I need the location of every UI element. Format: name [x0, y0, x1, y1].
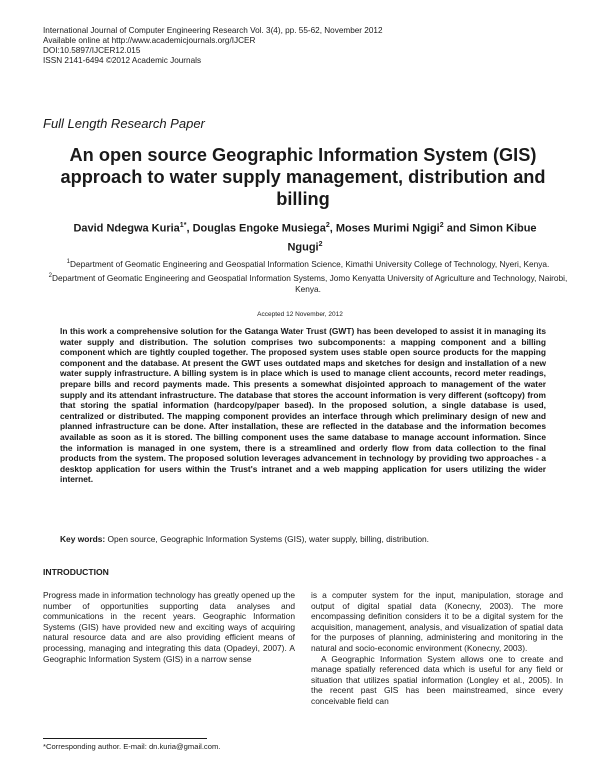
footnote: *Corresponding author. E-mail: dn.kuria@gmail.com.: [43, 742, 221, 751]
keywords: [60, 534, 546, 545]
affiliations: [43, 257, 573, 296]
paragraph: is a computer system for the input, manipulation, storage and output of digital spatial data (Konecny, 2003). The more encompassing definition considers it to be a digital system for the acquisition, management, analysis, and visualization of spatial data for the purposes of planning, administering and monitoring in the natural and socio-economic environment (Konecny, 2003).: [311, 590, 563, 653]
paper-type: Full Length Research Paper: [43, 116, 205, 131]
journal-header: [43, 26, 383, 66]
journal-citation-line: International Journal of Computer Engineering Research Vol. 3(4), pp. 55-62, November 2012: [43, 26, 383, 35]
paragraph: Progress made in information technology has greatly opened up the number of opportunities supporting data analyses and communications in the recent years. Geographic Information Systems (GIS) have provided new and exciting ways of acquiring natural resource data and are also providing efficient means of processing, managing and integrating this data (Opadeyi, 2007). A Geographic Information System (GIS) in a narrow sense: [43, 590, 295, 664]
issn-line: ISSN 2141-6494 ©2012 Academic Journals: [43, 56, 202, 65]
author-separator: ,: [186, 222, 193, 235]
author-separator: and: [443, 222, 470, 235]
body-column-left: [43, 590, 295, 664]
keywords-label: Key words:: [60, 534, 106, 544]
author-name: David Ndegwa Kuria: [73, 222, 180, 235]
abstract: In this work a comprehensive solution for the Gatanga Water Trust (GWT) has been developed to assist it in managing its water supply and distribution. The solution comprises two subcomponents: a mapping component and a billing component which are tightly coupled together. The proposed system uses stable open source products for the mapping component and the database. At present the GWT uses outdated maps and sketches for design and installation of a new water supply infrastructure. A billing system is in place which is used to manage client accounts, record meter readings, prepare bills and record payments made. This presents a somewhat disjointed approach to management of the water supply and its attendant infrastructure. The database that stores the account information is very different (softcopy) from that storing the spatial information (hardcopy/paper based). In the proposed solution, a single database is used, centralized or distributed. The mapping component provides an interface through which preliminary design of new and planned infrastructure can be done. After installation, these are reflected in the database and the information becomes available as soon as it is stored. The billing component uses the same database to manage account information. Since the information is managed in one system, there is a streamlined and orderly flow from data collection to the final products from the system. The proposed solution leverages advancement in technology by providing two approaches - a desktop application for users within the Trust's intranet and a web mapping application for users utilizing the wider internet.: [60, 326, 546, 485]
author-affil-mark: 2: [439, 222, 444, 229]
section-heading-introduction: INTRODUCTION: [43, 567, 109, 577]
affiliation-number: 2: [48, 272, 53, 279]
author-list: [60, 218, 550, 255]
author-affil-mark: 1: [179, 222, 184, 229]
paragraph: A Geographic Information System allows one to create and manage spatially referenced data which is useful for any field or situation that utilizes spatial information (Longley et al., 2005). In the recent past GIS has been mainstreamed, since every conceivable field can: [311, 653, 563, 706]
author-name: Simon Kibue Ngugi: [287, 222, 537, 254]
footnote-divider: [43, 738, 207, 739]
affiliation: [43, 257, 573, 270]
keywords-text: Open source, Geographic Information Systems (GIS), water supply, billing, distribution.: [105, 534, 429, 544]
journal-url-line: Available online at http://www.academicjournals.org/IJCER: [43, 36, 256, 45]
affiliation-text: Department of Geomatic Engineering and Geospatial Information Systems, Jomo Kenyatta University of Agriculture and Technology, Nairobi, Kenya.: [52, 272, 568, 294]
affiliation-number: 1: [66, 259, 70, 265]
paper-title: An open source Geographic Information System (GIS) approach to water supply management, distribution and billing: [60, 145, 546, 209]
doi-line: DOI:10.5897/IJCER12.015: [43, 46, 141, 55]
body-column-right: [311, 590, 563, 707]
accepted-date: Accepted 12 November, 2012: [257, 311, 343, 318]
author-affil-mark: 2: [325, 222, 330, 229]
affiliation: [43, 271, 573, 295]
author-separator: ,: [329, 222, 336, 235]
author-affil-mark: 2: [318, 240, 323, 248]
affiliation-text: Department of Geomatic Engineering and Geospatial Information Science, Kimathi University College of Technology, Nyeri, Kenya.: [70, 258, 550, 269]
author-name: Douglas Engoke Musiega: [192, 222, 326, 235]
corresponding-mark: *: [183, 222, 187, 229]
author-name: Moses Murimi Ngigi: [335, 222, 440, 235]
